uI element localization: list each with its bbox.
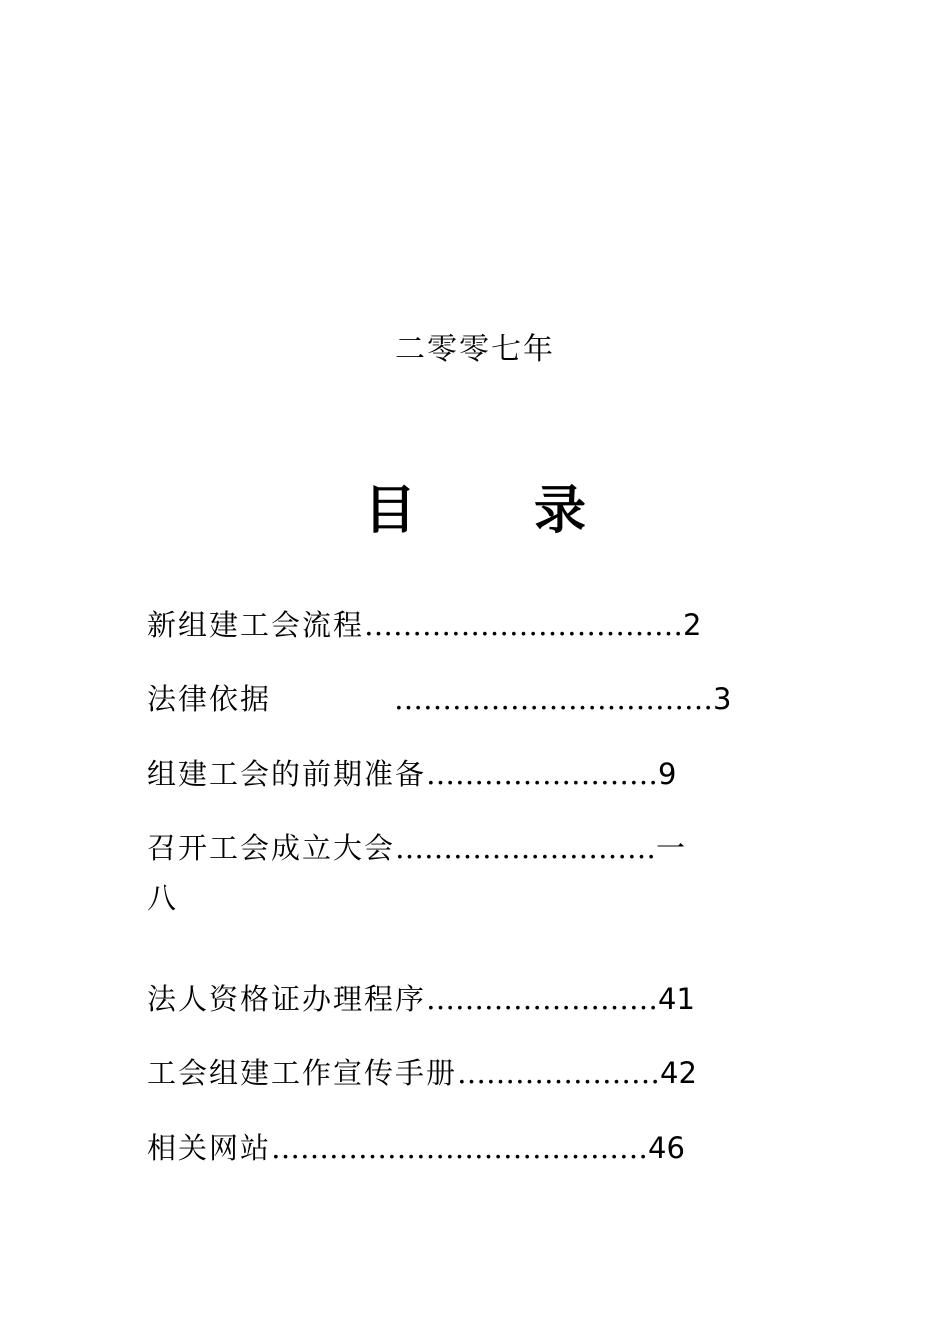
toc-entry-page: 46 [648,1131,685,1165]
toc-title-char-1: 目 [364,481,417,541]
toc-entry-leader: ……………………… [395,831,657,865]
toc-entry[interactable] [147,603,701,647]
toc-entry-leader: …………………… [426,982,659,1016]
toc-entry-page: 一 [656,831,686,865]
toc-entry-label: 法律依据 [147,682,272,716]
toc-entry-page: 42 [660,1056,697,1090]
toc-entry-label: 工会组建工作宣传手册 [147,1056,458,1090]
toc-entry-label: 法人资格证办理程序 [147,982,427,1016]
toc-entry-label: 组建工会的前期准备 [147,757,427,791]
toc-entry-page: 2 [683,608,702,642]
toc-entry[interactable] [147,677,731,721]
toc-entry-page: 9 [658,757,677,791]
toc-entry-leader: ………………… [457,1056,661,1090]
toc-entry-leader: …………………………… [394,682,713,716]
cover-year: 二零零七年 [395,332,555,367]
toc-entry-label: 召开工会成立大会 [147,831,396,865]
toc-entry[interactable] [147,1051,697,1095]
toc-entry-label: 相关网站 [147,1131,272,1165]
toc-title-char-2: 录 [534,481,587,541]
toc-entry-label: 新组建工会流程 [147,608,365,642]
toc-entry[interactable] [147,826,685,870]
toc-entry[interactable] [147,1126,685,1170]
toc-entry-page-continuation: 八 [147,881,177,915]
toc-entry-leader: …………………………… [364,608,684,642]
toc-entry[interactable] [147,977,695,1021]
toc-entry-leader: …………………… [426,757,659,791]
toc-entry-page: 3 [713,682,732,716]
toc-entry-page: 41 [658,982,695,1016]
toc-entry[interactable] [147,752,676,796]
toc-entry-leader: ………………………………… [271,1131,649,1165]
